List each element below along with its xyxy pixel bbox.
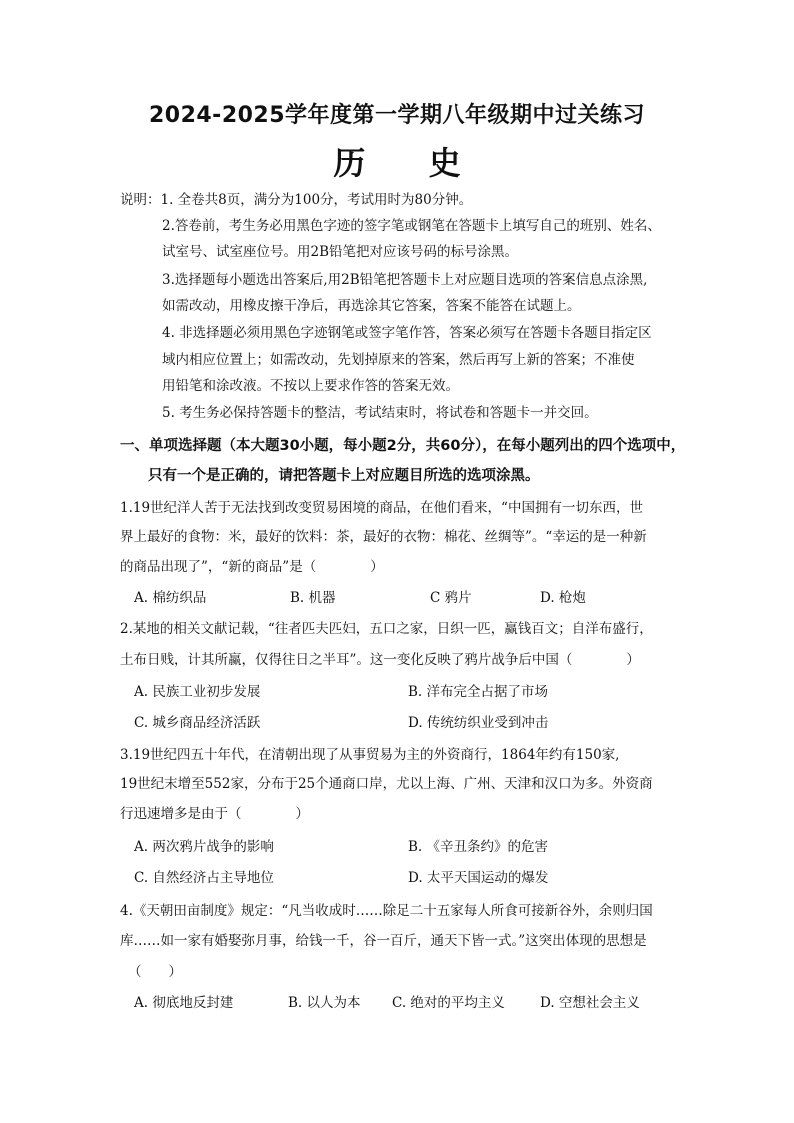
option-d: D. 空想社会主义 [540,995,640,1011]
option-d: D. 传统纺织业受到冲击 [408,715,549,731]
question-text: 土布日贱，计其所赢，仅得往日之半耳”。这一变化反映了鸦片战争后中国（ ） [120,652,640,668]
option-b: B. 以人为本 [288,995,361,1011]
option-a: A. 民族工业初步发展 [134,684,261,700]
instruction-line: 4. 非选择题必须用黑色字迹钢笔或签字笔作答，答案必须写在答题卡各题目指定区 [162,325,652,341]
question-text: 2.某地的相关文献记载，“往者匹夫匹妇，五口之家，日织一匹，赢钱百文；自洋布盛行， [120,621,653,637]
question-text: 1.19世纪洋人苦于无法找到改变贸易困境的商品，在他们看来，“中国拥有一切东西，世 [120,500,643,516]
option-a: A. 两次鸦片战争的影响 [134,839,274,855]
exam-title: 2024-2025学年度第一学期八年级期中过关练习 [148,103,646,128]
instruction-line: 2.答卷前，考生务必用黑色字迹的签字笔或钢笔在答题卡上填写自己的班别、姓名、 [162,218,661,234]
option-b: B. 洋布完全占据了市场 [408,684,549,700]
section-heading: 只有一个是正确的，请把答题卡上对应题目所选的选项涂黑。 [148,468,540,484]
instruction-line: 5. 考生务必保持答题卡的整洁，考试结束时，将试卷和答题卡一并交回。 [162,405,598,421]
option-c: C. 自然经济占主导地位 [134,870,274,886]
option-c: C 鸦片 [430,590,472,606]
subject-title: 历 史 [333,144,487,182]
option-b: B. 《辛丑条约》的危害 [408,839,549,855]
option-a: A. 彻底地反封建 [134,995,234,1011]
instruction-line: 用铅笔和涂改液。不按以上要求作答的答案无效。 [162,378,459,394]
instruction-line: 说明：1. 全卷共8页，满分为100分，考试用时为80分钟。 [120,192,473,208]
instruction-line: 3.选择题每小题选出答案后,用2B铅笔把答题卡上对应题目选项的答案信息点涂黑, [162,272,648,288]
instruction-line: 如需改动，用橡皮擦干净后，再选涂其它答案，答案不能答在试题上。 [162,298,581,314]
option-c: C. 绝对的平均主义 [392,995,505,1011]
question-text: 行迅速增多是由于（ ） [120,806,309,822]
option-d: D. 枪炮 [540,590,586,606]
question-text: 界上最好的食物：米，最好的饮料：茶，最好的衣物：棉花、丝绸等”。“幸运的是一种新 [120,529,647,545]
question-text: 3.19世纪四五十年代，在清朝出现了从事贸易为主的外资商行，1864年约有150家, [120,747,620,763]
instruction-line: 域内相应位置上；如需改动，先划掉原来的答案，然后再写上新的答案；不准使 [162,352,635,368]
question-text: （ ） [128,964,182,980]
instruction-line: 试室号、试室座位号。用2B铅笔把对应该号码的标号涂黑。 [162,244,519,260]
section-heading: 一、单项选择题（本大题30小题，每小题2分，共60分），在每小题列出的四个选项中， [120,438,686,454]
question-text: 库……如一家有婚娶弥月事，给钱一千，谷一百斤，通天下皆一式。”这突出体现的思想是 [120,933,647,949]
option-b: B. 机器 [290,590,336,606]
option-a: A. 棉纺织品 [134,590,207,606]
question-text: 的商品出现了”，“新的商品”是（ ） [120,559,384,575]
option-c: C. 城乡商品经济活跃 [134,715,261,731]
option-d: D. 太平天国运动的爆发 [408,870,549,886]
question-text: 4.《天朝田亩制度》规定：“凡当收成时……除足二十五家每人所食可接新谷外，余则归国 [120,903,653,919]
question-text: 19世纪末增至552家，分布于25个通商口岸，尤以上海、广州、天津和汉口为多。外资商 [120,776,653,792]
